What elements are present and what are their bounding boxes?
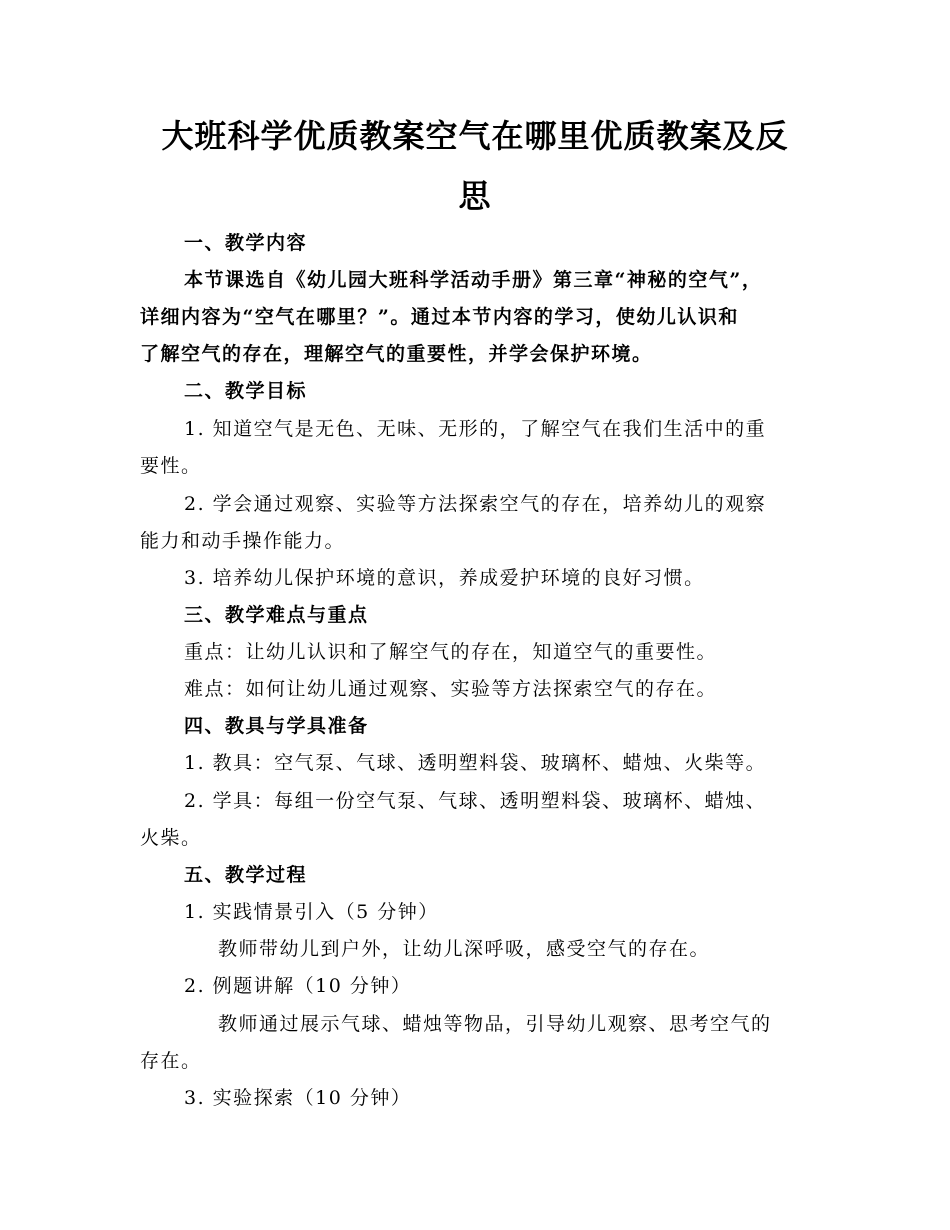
materials-item-line: 2. 学具：每组一份空气泵、气球、透明塑料袋、玻璃杯、蜡烛、 — [184, 790, 767, 812]
process-step-body: 存在。 — [140, 1050, 202, 1072]
section-heading-difficulties: 三、教学难点与重点 — [184, 604, 369, 626]
goal-item-line: 3. 培养幼儿保护环境的意识，养成爱护环境的良好习惯。 — [184, 567, 705, 589]
process-step-title: 2. 例题讲解（10 分钟） — [184, 975, 412, 997]
section-heading-materials: 四、教具与学具准备 — [184, 715, 369, 737]
title-line-2: 思 — [458, 177, 492, 215]
key-point-text: 重点：让幼儿认识和了解空气的存在，知道空气的重要性。 — [184, 641, 718, 663]
section1-paragraph-line: 本节课选自《幼儿园大班科学活动手册》第三章“神秘的空气”， — [184, 269, 763, 291]
materials-item-line: 火柴。 — [140, 827, 202, 849]
section-heading-teaching-content: 一、教学内容 — [184, 232, 308, 254]
section1-paragraph-line: 了解空气的存在，理解空气的重要性，并学会保护环境。 — [140, 343, 653, 365]
process-step-title: 1. 实践情景引入（5 分钟） — [184, 901, 439, 923]
section1-paragraph-line: 详细内容为“空气在哪里？”。通过本节内容的学习，使幼儿认识和 — [140, 306, 739, 328]
goal-item-line: 1. 知道空气是无色、无味、无形的，了解空气在我们生活中的重 — [184, 418, 767, 440]
process-step-body: 教师通过展示气球、蜡烛等物品，引导幼儿观察、思考空气的 — [218, 1013, 772, 1035]
document-title — [140, 106, 810, 226]
goal-item-line: 2. 学会通过观察、实验等方法探索空气的存在，培养幼儿的观察 — [184, 493, 767, 515]
title-line-1: 大班科学优质教案空气在哪里优质教案及反 — [161, 117, 789, 155]
section-heading-process: 五、教学过程 — [184, 864, 308, 886]
process-step-body: 教师带幼儿到户外，让幼儿深呼吸，感受空气的存在。 — [218, 938, 711, 960]
goal-item-line: 要性。 — [140, 455, 202, 477]
difficult-point-text: 难点：如何让幼儿通过观察、实验等方法探索空气的存在。 — [184, 678, 718, 700]
materials-item-line: 1. 教具：空气泵、气球、透明塑料袋、玻璃杯、蜡烛、火柴等。 — [184, 752, 767, 774]
goal-item-line: 能力和动手操作能力。 — [140, 530, 346, 552]
section-heading-teaching-goals: 二、教学目标 — [184, 380, 308, 402]
process-step-title: 3. 实验探索（10 分钟） — [184, 1087, 412, 1109]
